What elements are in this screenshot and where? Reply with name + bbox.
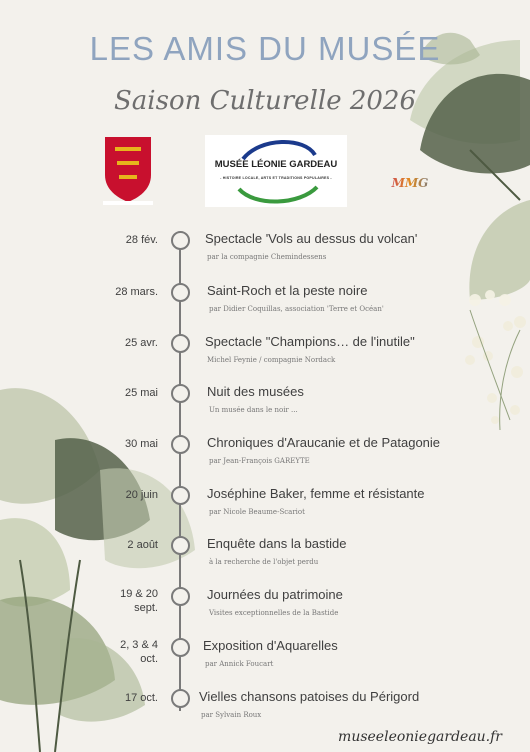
timeline-event xyxy=(0,231,530,289)
museum-name: MUSÉE LÉONIE GARDEAU xyxy=(214,159,338,170)
event-date: 17 oct. xyxy=(124,692,158,704)
event-subtitle: par Nicole Beaume-Scariot xyxy=(209,508,305,516)
website-link[interactable]: museeleoniegardeau.fr xyxy=(338,729,502,745)
timeline-dot xyxy=(171,536,190,555)
event-title: Saint-Roch et la peste noire xyxy=(207,283,368,298)
timeline-dot xyxy=(171,638,190,657)
event-date: 20 juin xyxy=(125,489,158,501)
timeline-dot xyxy=(171,689,190,708)
event-subtitle: Un musée dans le noir ... xyxy=(209,406,298,414)
event-subtitle: Visites exceptionnelles de la Bastide xyxy=(209,609,339,617)
event-title: Vielles chansons patoises du Périgord xyxy=(199,689,420,704)
event-title: Journées du patrimoine xyxy=(207,587,343,602)
event-subtitle: par la compagnie Chemindessens xyxy=(207,253,327,261)
event-title: Chroniques d'Araucanie et de Patagonie xyxy=(207,435,441,450)
event-title: Nuit des musées xyxy=(207,384,304,399)
event-date: 28 fév. xyxy=(125,234,158,246)
event-subtitle: par Sylvain Roux xyxy=(201,711,262,719)
timeline-dot xyxy=(171,231,190,250)
event-title: Enquête dans la bastide xyxy=(207,536,347,551)
partner-logo xyxy=(377,176,443,206)
logo-swoosh-icon xyxy=(205,135,347,207)
page-subtitle: Saison Culturelle 2026 xyxy=(113,86,417,116)
event-date: 2, 3 & 4 oct. xyxy=(120,639,158,665)
timeline-dot xyxy=(171,334,190,353)
event-date: 30 mai xyxy=(124,438,158,450)
event-subtitle: à la recherche de l'objet perdu xyxy=(209,558,319,566)
event-title: Joséphine Baker, femme et résistante xyxy=(207,486,425,501)
timeline-dot xyxy=(171,283,190,302)
page-title: LES AMIS DU MUSÉE xyxy=(89,30,441,67)
event-date: 2 août xyxy=(127,539,158,551)
event-subtitle: Michel Feynie / compagnie Nordack xyxy=(207,356,336,364)
timeline-dot xyxy=(171,587,190,606)
event-title: Spectacle 'Vols au dessus du volcan' xyxy=(205,231,418,246)
event-subtitle: par Annick Foucart xyxy=(205,660,274,668)
timeline-dot xyxy=(171,486,190,505)
event-title: Exposition d'Aquarelles xyxy=(203,638,338,653)
museum-logo xyxy=(205,135,347,207)
event-date: 28 mars. xyxy=(115,286,158,298)
event-subtitle: par Didier Coquillas, association 'Terre et Océan' xyxy=(209,305,384,313)
event-date: 25 mai xyxy=(124,387,158,399)
event-date: 19 & 20 sept. xyxy=(120,588,158,614)
event-title: Spectacle "Champions… de l'inutile" xyxy=(205,334,415,349)
timeline-dot xyxy=(171,384,190,403)
event-subtitle: par Jean-François GAREYTE xyxy=(209,457,310,465)
event-date: 25 avr. xyxy=(124,337,158,349)
timeline-dot xyxy=(171,435,190,454)
coat-of-arms-logo xyxy=(103,135,153,205)
museum-tagline: - HISTOIRE LOCALE, ARTS ET TRADITIONS POPULAIRES - xyxy=(220,176,332,180)
partner-logo-text: MMG xyxy=(377,176,443,190)
